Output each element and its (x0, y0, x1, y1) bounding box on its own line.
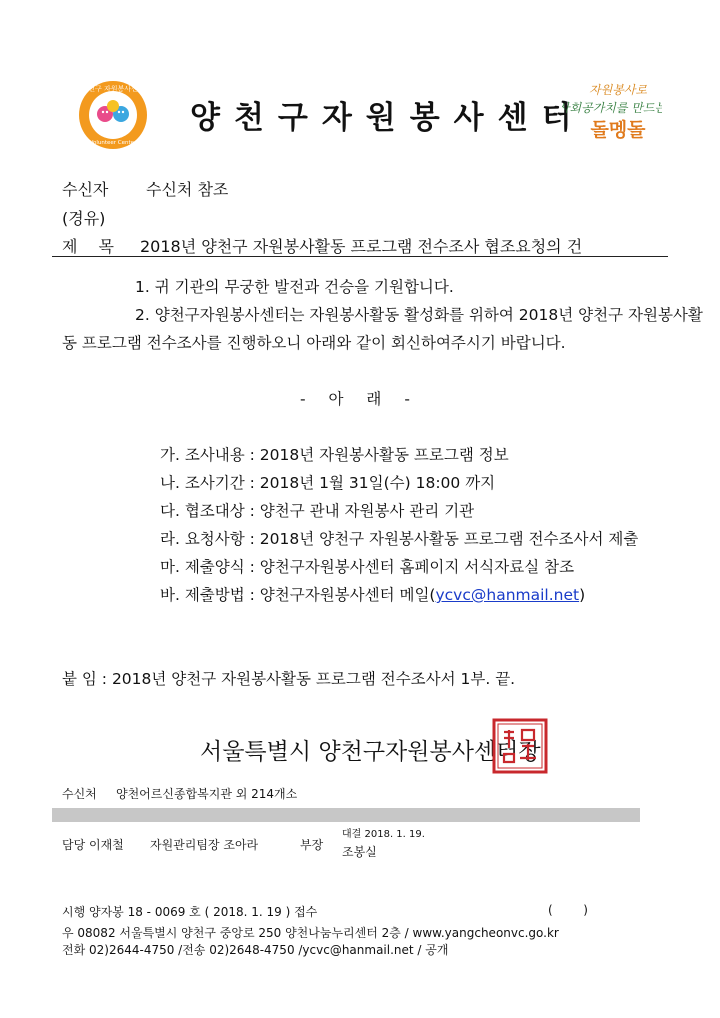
slogan-line-3: 돌멩돌 (590, 119, 646, 141)
attachment-line: 붙 임 : 2018년 양천구 자원봉사활동 프로그램 전수조사서 1부. 끝. (62, 670, 516, 688)
paragraph-2-line-2: 동 프로그램 전수조사를 진행하오니 아래와 같이 회신하여주시기 바랍니다. (62, 334, 566, 352)
director-label: 부장 (300, 838, 324, 852)
staff-in-charge: 담당 이재철 (62, 838, 124, 852)
slogan-line-2: 사회공가치를 만드는 (562, 101, 662, 115)
recipient-label: 수신자 (62, 180, 109, 199)
email-link[interactable]: ycvc@hanmail.net (435, 586, 580, 604)
receipt-parentheses: ( ) (548, 903, 588, 917)
cc-label: 수신처 (62, 787, 97, 801)
list-item: 다. 협조대상 : 양천구 관내 자원봉사 관리 기관 (160, 502, 475, 520)
contact-line: 전화 02)2644-4750 /전송 02)2648-4750 /ycvc@hanmail.net / 공개 (62, 943, 449, 957)
official-seal-icon (492, 718, 548, 774)
list-item (160, 583, 585, 605)
notice-heading: - 아 래 - (300, 390, 410, 408)
team-lead: 자원관리팀장 조아라 (150, 838, 259, 852)
header-divider (52, 256, 668, 257)
cc-value: 양천어르신종합복지관 외 214개소 (116, 787, 298, 801)
paragraph-1: 1. 귀 기관의 무궁한 발전과 건승을 기원합니다. (135, 278, 454, 296)
proxy-approver-name: 조봉실 (342, 845, 377, 859)
subject-value: 2018년 양천구 자원봉사활동 프로그램 전수조사 협조요청의 건 (140, 237, 583, 256)
logo-left-sub: Volunteer Center (89, 140, 137, 146)
subject-label: 제 목 (62, 237, 114, 256)
recipient-value: 수신처 참조 (146, 180, 229, 199)
execution-line: 시행 양자봉 18 - 0069 호 ( 2018. 1. 19 ) 접수 (62, 905, 318, 919)
logo-left-text: 양천구 자원봉사센터 (81, 85, 145, 93)
submission-method-prefix: 바. 제출방법 : 양천구자원봉사센터 메일( (160, 586, 436, 604)
issuer-name: 서울특별시 양천구자원봉사센터장 (200, 739, 541, 765)
submission-method-suffix: ) (579, 586, 586, 604)
list-item: 나. 조사기간 : 2018년 1월 31일(수) 18:00 까지 (160, 474, 496, 492)
proxy-approval-date: 대결 2018. 1. 19. (342, 829, 425, 840)
list-item: 가. 조사내용 : 2018년 자원봉사활동 프로그램 정보 (160, 446, 509, 464)
address-line: 우 08082 서울특별시 양천구 중앙로 250 양천나눔누리센터 2층 / www.yangcheonvc.go.kr (62, 926, 559, 940)
volunteer-center-logo (78, 80, 148, 150)
paragraph-2-line-1: 2. 양천구자원봉사센터는 자원봉사활동 활성화를 위하여 2018년 양천구 자원봉사활 (135, 306, 703, 324)
via-label: (경유) (62, 209, 106, 228)
slogan-logo (562, 78, 662, 148)
page-title: 양천구자원봉사센터 (190, 100, 586, 136)
slogan-line-1: 자원봉사로 (589, 83, 647, 97)
separator-bar (52, 808, 640, 822)
list-item: 마. 제출양식 : 양천구자원봉사센터 홈페이지 서식자료실 참조 (160, 558, 575, 576)
list-item: 라. 요청사항 : 2018년 양천구 자원봉사활동 프로그램 전수조사서 제출 (160, 530, 639, 548)
